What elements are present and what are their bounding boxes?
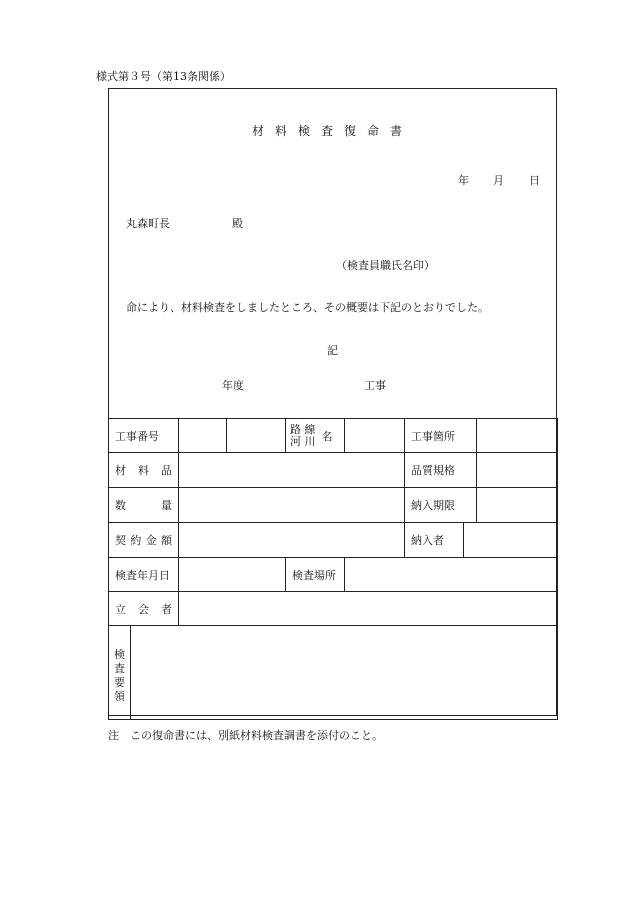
contract-amount-label: 契約金額 [109,523,179,558]
delivery-cell [405,488,558,523]
witness-label: 立会者 [109,592,179,626]
date-month-label: 月 [493,174,504,187]
inspection-place-label: 検査場所 [286,558,345,592]
fiscal-year-label: 年度 [222,379,244,392]
date-year-label: 年 [458,174,469,187]
number-divider [226,419,227,452]
construction-number-value[interactable] [179,419,286,453]
delivery-deadline-value[interactable] [477,488,557,522]
supplier-cell [405,523,558,558]
inspection-table [108,418,558,720]
construction-location-label: 工事箇所 [405,419,477,452]
ki-heading: 記 [327,344,338,357]
witness-value[interactable] [179,592,558,626]
addressee-honorific: 殿 [232,217,243,230]
supplier-label: 納入者 [405,523,464,557]
quality-standard-value[interactable] [477,453,557,487]
inspector-signature-label: （検査員職氏名印） [336,259,435,272]
road-river-name-label [286,419,345,453]
summary-char: 検 [114,648,125,661]
inspection-place-value[interactable] [345,558,558,592]
contract-amount-value[interactable] [179,523,405,558]
table-row [109,626,558,720]
name-suffix: 名 [321,429,333,443]
construction-number-label: 工事番号 [109,419,179,453]
river-label: 河 川 [290,434,316,448]
supplier-value[interactable] [464,523,557,557]
quantity-label: 数量 [109,488,179,523]
table-row [109,419,558,453]
construction-location-cell [405,419,558,453]
summary-char: 査 [114,662,125,675]
footnote: 注 この復命書には、別紙材料検査調書を添付のこと。 [108,729,383,742]
quality-standard-label: 品質規格 [405,453,477,487]
table-row [109,592,558,626]
document-title: 材料検査復命書 [251,124,413,138]
construction-label: 工事 [364,379,386,392]
material-value[interactable] [179,453,405,488]
inspection-date-label: 検査年月日 [109,558,179,592]
table-row [109,558,558,592]
road-river-name-value[interactable] [345,419,405,453]
delivery-deadline-label: 納入期限 [405,488,477,522]
material-label: 材料品 [109,453,179,488]
form-number-label: 様式第３号（第13条関係） [96,70,231,83]
summary-char: 要 [114,676,125,689]
table-row [109,453,558,488]
inspection-date-value[interactable] [179,558,286,592]
inspection-summary-label [109,626,131,720]
body-text: 命により、材料検査をしましたところ、その概要は下記のとおりでした。 [126,301,489,314]
date-day-label: 日 [529,174,540,187]
table-row [109,488,558,523]
quality-cell [405,453,558,488]
table-row [109,523,558,558]
quantity-value[interactable] [179,488,405,523]
inspection-summary-value[interactable] [131,626,558,720]
addressee-name: 丸森町長 [126,217,170,230]
construction-location-value[interactable] [477,419,557,452]
road-label: 路 線 [290,422,316,436]
summary-char: 領 [114,690,125,703]
